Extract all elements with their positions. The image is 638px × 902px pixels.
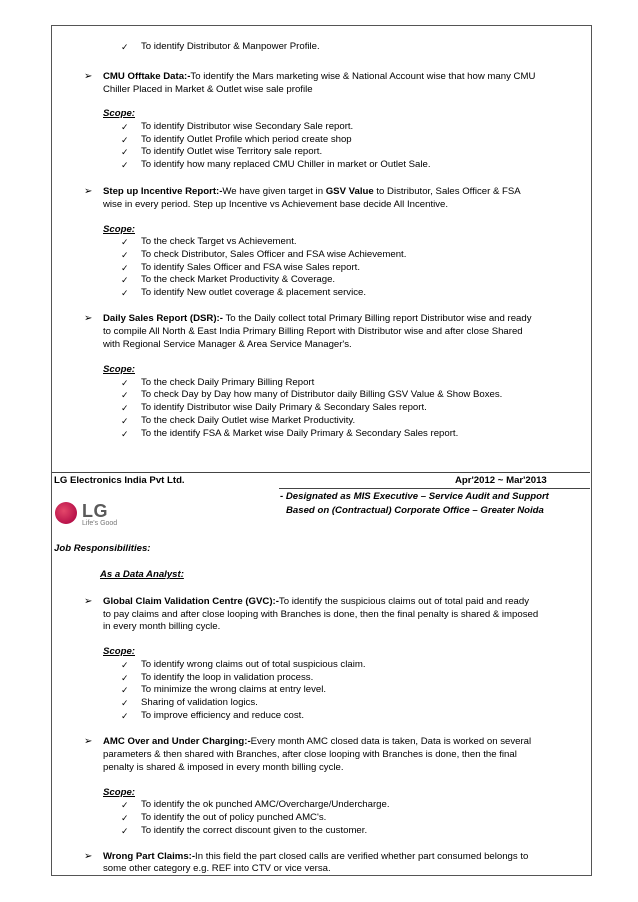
checkmark-icon: ✓: [121, 122, 129, 132]
section-text: with Regional Service Manager & Area Service Manager's.: [103, 339, 352, 350]
checkmark-icon: ✓: [121, 711, 129, 721]
checkmark-icon: ✓: [121, 160, 129, 170]
checkmark-icon: ✓: [121, 263, 129, 273]
checkmark-icon: ✓: [121, 288, 129, 298]
list-item: To identify New outlet coverage & placement service.: [141, 287, 367, 298]
list-item: To identify Distributor & Manpower Profile.: [141, 41, 320, 52]
checkmark-icon: ✓: [121, 147, 129, 157]
wrong-part-section-text: [103, 851, 588, 864]
list-item: To identify Sales Officer and FSA wise Sales report.: [141, 262, 360, 273]
section-text: in every month billing cycle.: [103, 621, 221, 632]
scope-label: Scope:: [103, 224, 135, 235]
section-text: To the Daily collect total Primary Billing report Distributor wise and ready: [222, 313, 532, 324]
section-heading: AMC Over and Under Charging:-: [103, 736, 251, 747]
section-text: penalty is shared & imposed in every month billing cycle.: [103, 762, 344, 773]
section-heading: Step up Incentive Report:-: [103, 186, 223, 197]
section-text: to pay claims and after close looping with Branches is done, then the final penalty is shared & imposed: [103, 609, 539, 620]
dsr-section-text: [103, 313, 588, 326]
company-name: LG Electronics India Pvt Ltd.: [54, 475, 185, 486]
logo-tagline: Life's Good: [82, 520, 118, 527]
list-item: To the check Target vs Achievement.: [141, 236, 297, 247]
checkmark-icon: ✓: [121, 275, 129, 285]
arrow-bullet-icon: ➢: [84, 313, 93, 324]
list-item: To identify the correct discount given to the customer.: [141, 825, 368, 836]
scope-label: Scope:: [103, 108, 135, 119]
list-item: To identify Distributor wise Secondary Sale report.: [141, 121, 354, 132]
cmu-section-text: [103, 71, 588, 84]
checkmark-icon: ✓: [121, 698, 129, 708]
list-item: To the check Daily Primary Billing Report: [141, 377, 315, 388]
stepup-section-text: [103, 186, 588, 199]
checkmark-icon: ✓: [121, 660, 129, 670]
arrow-bullet-icon: ➢: [84, 596, 93, 607]
section-divider: [52, 472, 590, 473]
checkmark-icon: ✓: [121, 237, 129, 247]
section-text: To identify the suspicious claims out of total paid and ready: [278, 596, 530, 607]
gvc-section-text: [103, 596, 588, 609]
section-text: to Distributor, Sales Officer & FSA: [373, 186, 521, 197]
checkmark-icon: ✓: [121, 429, 129, 439]
list-item: To improve efficiency and reduce cost.: [141, 710, 304, 721]
designation: - Designated as MIS Executive – Service Audit and Support: [280, 491, 549, 502]
responsibilities-heading: Job Responsibilities:: [54, 543, 151, 554]
checkmark-icon: ✓: [121, 826, 129, 836]
amc-section-text: [103, 736, 588, 749]
list-item: To identify the ok punched AMC/Overcharge/Undercharge.: [141, 799, 390, 810]
section-heading: CMU Offtake Data:-: [103, 71, 191, 82]
employment-dates: Apr'2012 ~ Mar'2013: [455, 475, 547, 486]
list-item: To identify the loop in validation process.: [141, 672, 314, 683]
arrow-bullet-icon: ➢: [84, 186, 93, 197]
checkmark-icon: ✓: [121, 250, 129, 260]
section-heading: Wrong Part Claims:-: [103, 851, 196, 862]
list-item: To identify Outlet Profile which period create shop: [141, 134, 352, 145]
list-item: To identify Outlet wise Territory sale report.: [141, 146, 323, 157]
list-item: Sharing of validation logics.: [141, 697, 258, 708]
office-location: Based on (Contractual) Corporate Office – Greater Noida: [286, 505, 544, 516]
checkmark-icon: ✓: [121, 800, 129, 810]
role-heading: As a Data Analyst:: [100, 569, 184, 580]
checkmark-icon: ✓: [121, 685, 129, 695]
scope-label: Scope:: [103, 646, 135, 657]
list-item: To identify how many replaced CMU Chiller in market or Outlet Sale.: [141, 159, 431, 170]
checkmark-icon: ✓: [121, 673, 129, 683]
header-divider: [279, 488, 590, 489]
list-item: To check Day by Day how many of Distributor daily Billing GSV Value & Show Boxes.: [141, 389, 503, 400]
arrow-bullet-icon: ➢: [84, 851, 93, 862]
checkmark-icon: ✓: [121, 390, 129, 400]
checkmark-icon: ✓: [121, 403, 129, 413]
section-text: We have given target in: [222, 186, 326, 197]
checkmark-icon: ✓: [121, 135, 129, 145]
section-text: some other category e.g. REF into CTV or vice versa.: [103, 863, 331, 874]
section-text: wise in every period. Step up Incentive vs Achievement base decide All Incentive.: [103, 199, 449, 210]
arrow-bullet-icon: ➢: [84, 71, 93, 82]
list-item: To check Distributor, Sales Officer and FSA wise Achievement.: [141, 249, 407, 260]
section-text: Chiller Placed in Market & Outlet wise sale profile: [103, 84, 313, 95]
list-item: To identify wrong claims out of total suspicious claim.: [141, 659, 366, 670]
list-item: To the check Market Productivity & Coverage.: [141, 274, 336, 285]
section-heading: Global Claim Validation Centre (GVC):-: [103, 596, 279, 607]
bold-term: GSV Value: [325, 186, 374, 197]
checkmark-icon: ✓: [121, 42, 129, 52]
section-text: In this field the part closed calls are verified whether part consumed belongs to: [195, 851, 529, 862]
section-text: To identify the Mars marketing wise & National Account wise that how many CMU: [190, 71, 536, 82]
arrow-bullet-icon: ➢: [84, 736, 93, 747]
checkmark-icon: ✓: [121, 416, 129, 426]
section-text: Every month AMC closed data is taken, Data is worked on several: [250, 736, 532, 747]
checkmark-icon: ✓: [121, 378, 129, 388]
scope-label: Scope:: [103, 787, 135, 798]
list-item: To minimize the wrong claims at entry level.: [141, 684, 327, 695]
section-text: parameters & then shared with Branches, after close looping with Branches is done, then the final: [103, 749, 517, 760]
checkmark-icon: ✓: [121, 813, 129, 823]
section-heading: Daily Sales Report (DSR):-: [103, 313, 223, 324]
list-item: To identify the out of policy punched AMC's.: [141, 812, 327, 823]
lg-logo-icon: [55, 502, 77, 524]
list-item: To the identify FSA & Market wise Daily Primary & Secondary Sales report.: [141, 428, 459, 439]
section-text: to compile All North & East India Primary Billing Report with Distributor wise and after close Shared: [103, 326, 523, 337]
logo-text: LG: [82, 501, 108, 521]
list-item: To identify Distributor wise Daily Primary & Secondary Sales report.: [141, 402, 427, 413]
list-item: To the check Daily Outlet wise Market Productivity.: [141, 415, 356, 426]
scope-label: Scope:: [103, 364, 135, 375]
